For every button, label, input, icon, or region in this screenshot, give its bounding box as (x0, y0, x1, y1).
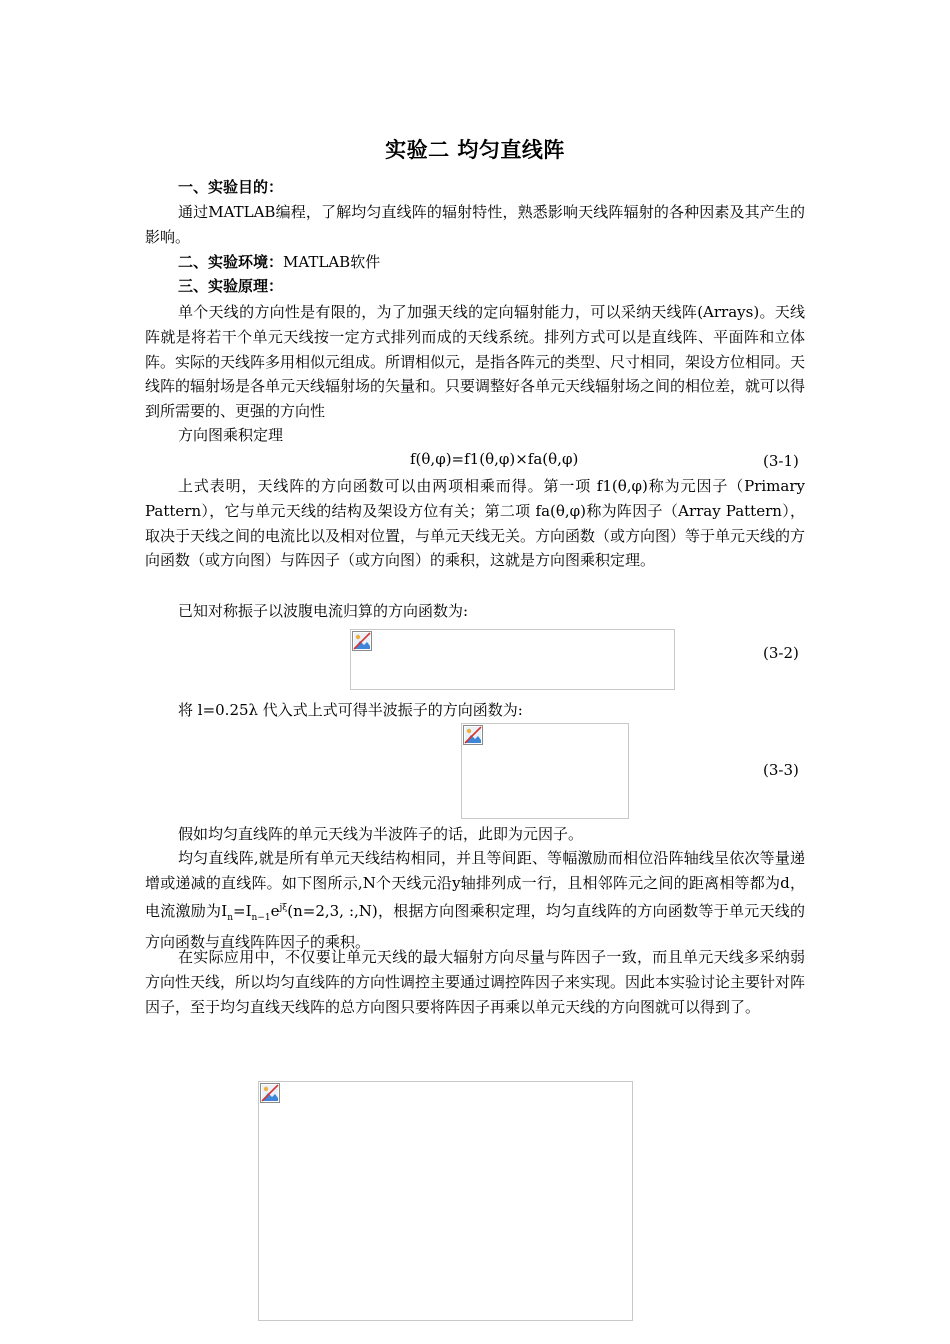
equation-number-3-3: (3-3) (763, 761, 799, 779)
current-sub-n: n (227, 912, 234, 923)
uniform-array-text-b: (n=2,3, :,N)，根据方向图乘积定理，均匀直线阵的方向函数等于单元天线的方向函数与直线阵阵因子的乘积。 (145, 901, 805, 952)
heading-environment (178, 250, 380, 274)
half-wave-intro: 将 l=0.25λ 代入式上式可得半波振子的方向函数为: (178, 701, 523, 719)
current-sup-jxi: jξ (279, 902, 288, 913)
principle-paragraph-1: 单个天线的方向性是有限的，为了加强天线的定向辐射能力，可以采纳天线阵(Arrays)。天线阵就是将若干个单元天线按一定方式排列而成的天线系统。排列方式可以是直线阵、平面阵和立体阵。实际的天线阵多用相似元组成。所谓相似元，是指各阵元的类型、尺寸相同，架设方位相同。天线阵的辐射场是各单元天线辐射场的矢量和。只要调整好各单元天线辐射场之间的相位差，就可以得到所需要的、更强的方向性 (145, 303, 806, 421)
dipole-intro: 已知对称振子以波腹电流归算的方向函数为: (178, 602, 469, 620)
equation-3-1: f(θ,φ)=f1(θ,φ)×fa(θ,φ) (410, 450, 579, 468)
heading-principle: 三、实验原理： (178, 277, 284, 295)
page-title: 实验二 均匀直线阵 (385, 138, 565, 162)
equation-number-3-2: (3-2) (763, 644, 799, 662)
principle-paragraph-2: 上式表明，天线阵的方向函数可以由两项相乘而得。第一项 f1(θ,φ)称为元因子（Primary Pattern），它与单元天线的结构及架设方位有关；第二项 fa(θ,φ)称为阵因子（Array Pattern），取决于天线之间的电流比以及相对位置，与单元天线无关。方向函数（或方向图）等于单元天线的方向函数（或方向图）与阵因子（或方向图）的乘积，这就是方向图乘积定理。 (145, 477, 806, 570)
environment-value: MATLAB软件 (283, 253, 381, 271)
heading-objective: 一、实验目的： (178, 178, 284, 196)
current-I: I (221, 901, 228, 920)
uniform-array-paragraph (145, 846, 805, 955)
array-figure-image (258, 1081, 633, 1321)
application-paragraph: 在实际应用中，不仅要让单元天线的最大辐射方向尽量与阵因子一致，而且单元天线多采纳弱方向性天线，所以均匀直线阵的方向性调控主要通过调控阵因子来实现。因此本实验讨论主要针对阵因子，至于均匀直线天线阵的总方向图只要将阵因子再乘以单元天线的方向图就可以得到了。 (145, 948, 806, 1016)
equation-3-3-image (461, 723, 629, 819)
current-sub-n-1: n−1 (251, 912, 271, 923)
broken-image-icon (463, 725, 483, 745)
environment-label: 二、实验环境： (178, 253, 284, 271)
pattern-theorem-label: 方向图乘积定理 (178, 426, 284, 444)
equation-number-3-1: (3-1) (763, 452, 799, 470)
current-e: e (270, 901, 280, 920)
equation-3-2-image (350, 629, 675, 690)
broken-image-icon (260, 1083, 280, 1103)
current-eq: =I (233, 901, 252, 920)
element-factor-note: 假如均匀直线阵的单元天线为半波阵子的话，此即为元因子。 (178, 825, 584, 843)
broken-image-icon (352, 631, 372, 651)
objective-text: 通过MATLAB编程，了解均匀直线阵的辐射特性，熟悉影响天线阵辐射的各种因素及其产生的影响。 (145, 203, 805, 246)
uniform-array-text-a: 均匀直线阵,就是所有单元天线结构相同，并且等间距、等幅激励而相位沿阵轴线呈依次等量递增或递减的直线阵。如下图所示,N个天线元沿y轴排列成一行，且相邻阵元之间的距离相等都为d，电流激励为 (145, 849, 805, 920)
